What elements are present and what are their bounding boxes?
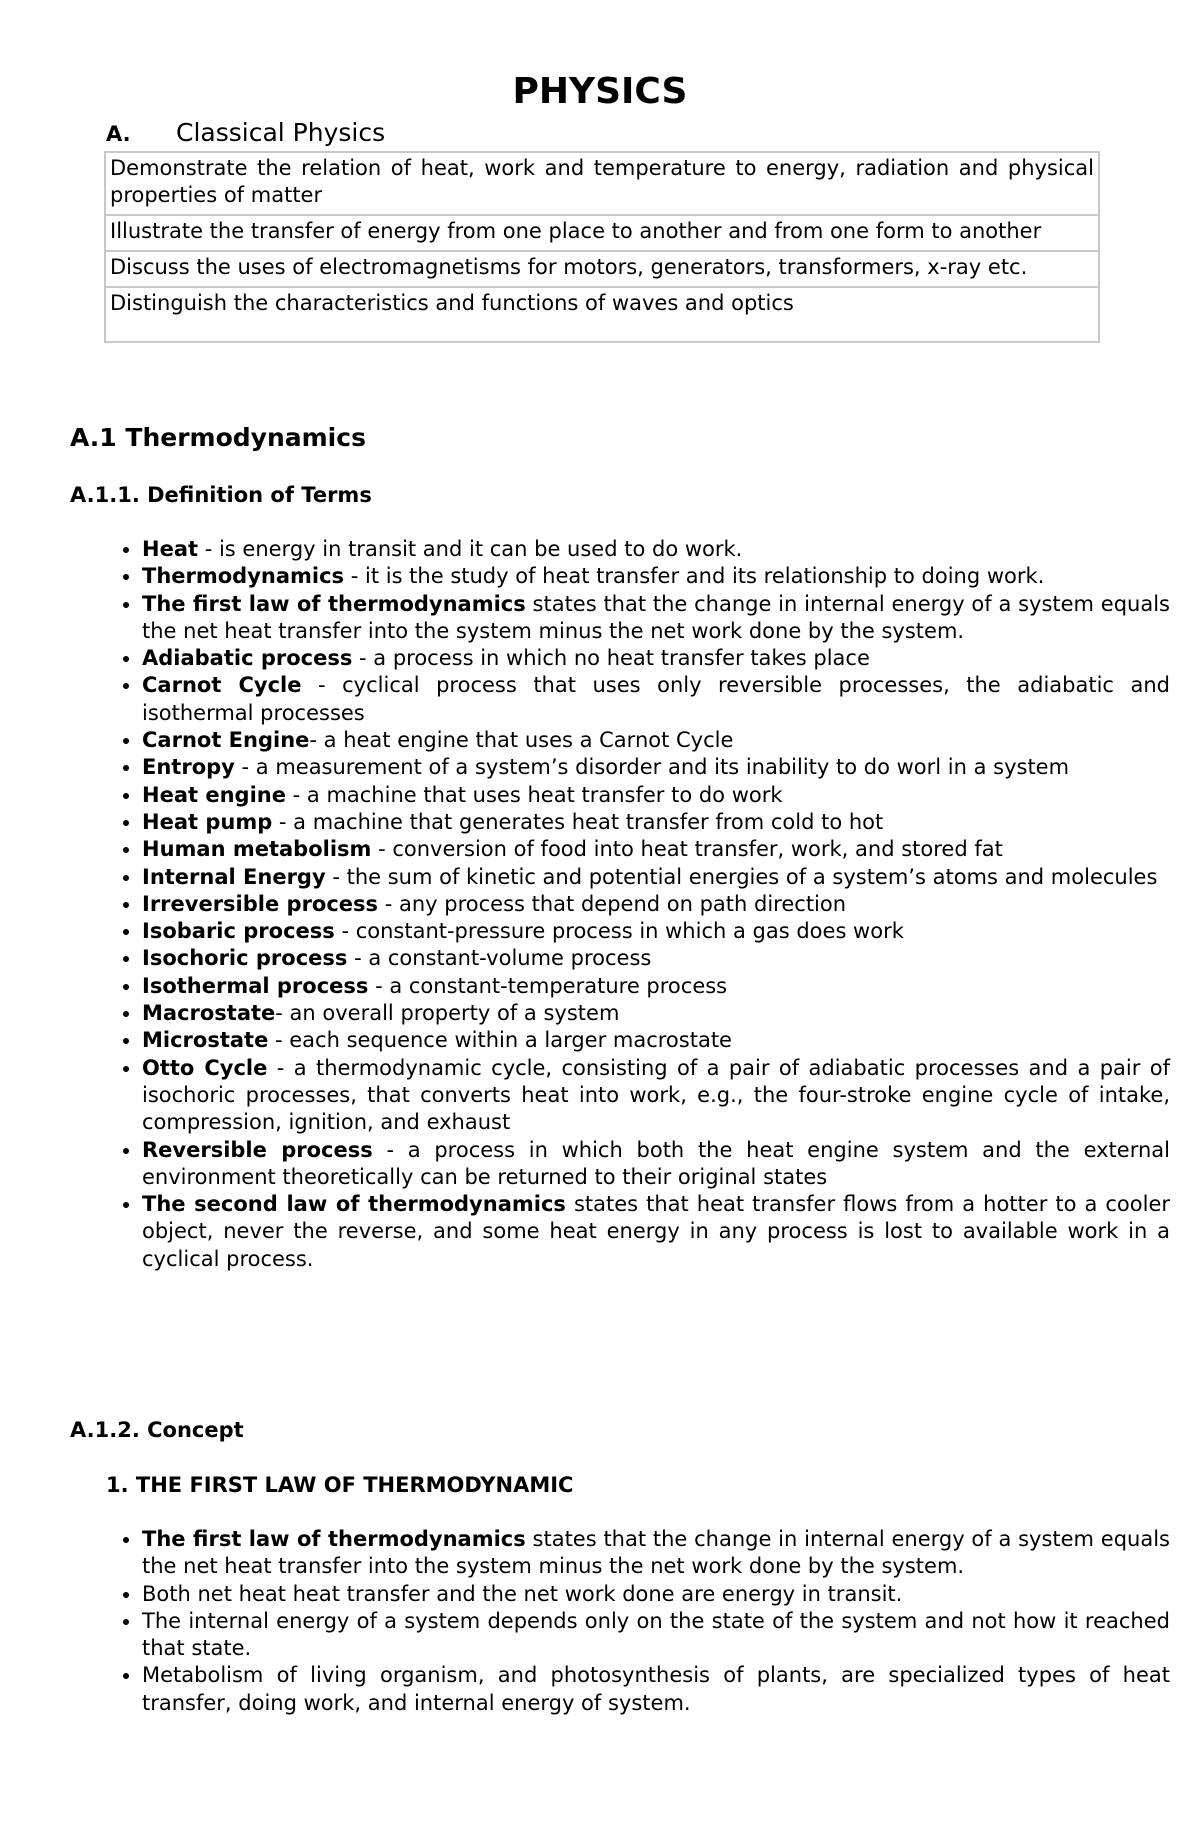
term-label: Adiabatic process	[142, 646, 353, 671]
term-label: Isochoric process	[142, 946, 348, 971]
list-item	[142, 754, 1170, 781]
objective-cell: Illustrate the transfer of energy from one place to another and from one form to another	[105, 215, 1099, 251]
term-label: Human metabolism	[142, 837, 372, 862]
term-description: - any process that depend on path direction	[378, 891, 847, 916]
list-item	[142, 918, 1170, 945]
term-label: The second law of thermodynamics	[142, 1192, 566, 1217]
list-item	[142, 672, 1170, 727]
list-item	[142, 1027, 1170, 1054]
list-item	[142, 591, 1170, 646]
term-description: states that heat transfer flows from a hotter to a cooler object, never the reverse, and some heat energy in any process is lost to available work in a cyclical process.	[142, 1192, 1171, 1271]
term-description: Metabolism of living organism, and photosynthesis of plants, are specialized types of heat transfer, doing work, and internal energy of system.	[142, 1663, 1170, 1715]
table-row	[105, 287, 1099, 342]
term-label: Heat pump	[142, 809, 273, 834]
term-label: Carnot Engine	[142, 728, 310, 753]
term-label: Isobaric process	[142, 919, 335, 944]
term-description: - cyclical process that uses only reversible processes, the adiabatic and isothermal processes	[142, 673, 1170, 725]
term-description: - constant-pressure process in which a gas does work	[334, 919, 904, 944]
term-description: - a heat engine that uses a Carnot Cycle	[309, 728, 734, 753]
list-item	[142, 1000, 1170, 1027]
term-label: Thermodynamics	[142, 564, 345, 589]
term-description: - a process in which no heat transfer takes place	[352, 646, 870, 671]
page-title: PHYSICS	[512, 71, 688, 112]
term-description: Both net heat heat transfer and the net work done are energy in transit.	[142, 1581, 903, 1606]
objective-cell: Distinguish the characteristics and functions of waves and optics	[105, 287, 1099, 342]
term-description: - a machine that generates heat transfer from cold to hot	[272, 809, 884, 834]
term-description: - a constant-temperature process	[368, 973, 728, 998]
objective-cell: Demonstrate the relation of heat, work and temperature to energy, radiation and physical properties of matter	[105, 152, 1099, 215]
term-label: Macrostate	[142, 1001, 276, 1026]
term-description: - a thermodynamic cycle, consisting of a pair of adiabatic processes and a pair of isochoric processes, that converts heat into work, e.g., the four-stroke engine cycle of intake, compression, ignition, and exhaust	[142, 1055, 1170, 1135]
term-description: - it is the study of heat transfer and its relationship to doing work.	[344, 564, 1045, 589]
term-description: states that the change in internal energy of a system equals the net heat transfer into the system minus the net work done by the system.	[142, 1527, 1170, 1579]
section-letter: A.	[106, 122, 131, 146]
term-label: Isothermal process	[142, 973, 369, 998]
list-item	[142, 1608, 1170, 1663]
list-item	[142, 1662, 1170, 1717]
objectives-table	[104, 151, 1100, 343]
section-heading	[106, 117, 385, 150]
list-item	[142, 945, 1170, 972]
list-item	[142, 563, 1170, 590]
term-label: Reversible process	[142, 1137, 373, 1162]
term-label: The first law of thermodynamics	[142, 1527, 526, 1551]
term-description: - a machine that uses heat transfer to do work	[285, 782, 783, 807]
term-description: - conversion of food into heat transfer, work, and stored fat	[371, 837, 1003, 862]
list-item	[142, 836, 1170, 863]
definitions-heading: A.1.1. Definition of Terms	[70, 483, 372, 507]
term-description: - a process in which both the heat engine system and the external environment theoretically can be returned to their original states	[142, 1137, 1170, 1189]
list-item	[142, 973, 1170, 1000]
term-description: - a constant-volume process	[347, 946, 652, 971]
term-description: The internal energy of a system depends only on the state of the system and not how it reached that state.	[142, 1608, 1170, 1661]
list-item	[142, 1526, 1170, 1581]
objective-cell: Discuss the uses of electromagnetisms for motors, generators, transformers, x-ray etc.	[105, 251, 1099, 287]
term-description: - is energy in transit and it can be used to do work.	[198, 537, 743, 561]
term-label: Heat engine	[142, 782, 286, 807]
list-item	[142, 864, 1170, 891]
term-label: Entropy	[142, 755, 235, 780]
term-description: - an overall property of a system	[275, 1001, 620, 1026]
list-item	[142, 1137, 1170, 1192]
section-title: Classical Physics	[176, 118, 386, 147]
term-label: Heat	[142, 537, 199, 561]
term-label: Internal Energy	[142, 864, 326, 889]
definitions-list	[104, 536, 1170, 1273]
list-item	[142, 645, 1170, 672]
list-item	[142, 1581, 1170, 1608]
concept-heading: A.1.2. Concept	[70, 1418, 244, 1442]
term-label: Carnot Cycle	[142, 673, 302, 698]
table-row	[105, 215, 1099, 251]
term-description: states that the change in internal energy of a system equals the net heat transfer into the system minus the net work done by the system.	[142, 591, 1170, 643]
first-law-heading: 1. THE FIRST LAW OF THERMODYNAMIC	[106, 1473, 574, 1497]
list-item	[142, 1055, 1170, 1137]
term-label: Irreversible process	[142, 891, 379, 916]
list-item	[142, 536, 1170, 563]
table-row	[105, 251, 1099, 287]
term-description: - each sequence within a larger macrostate	[268, 1028, 732, 1053]
list-item	[142, 809, 1170, 836]
term-description: - a measurement of a system’s disorder and its inability to do worl in a system	[234, 755, 1070, 780]
list-item	[142, 891, 1170, 918]
list-item	[142, 727, 1170, 754]
term-description: - the sum of kinetic and potential energies of a system’s atoms and molecules	[325, 864, 1158, 889]
term-label: Otto Cycle	[142, 1055, 268, 1080]
list-item	[142, 1191, 1170, 1273]
term-label: Microstate	[142, 1028, 269, 1053]
first-law-list	[104, 1526, 1170, 1717]
list-item	[142, 782, 1170, 809]
term-label: The first law of thermodynamics	[142, 591, 526, 616]
subsection-title: A.1 Thermodynamics	[70, 423, 366, 452]
table-row	[105, 152, 1099, 215]
